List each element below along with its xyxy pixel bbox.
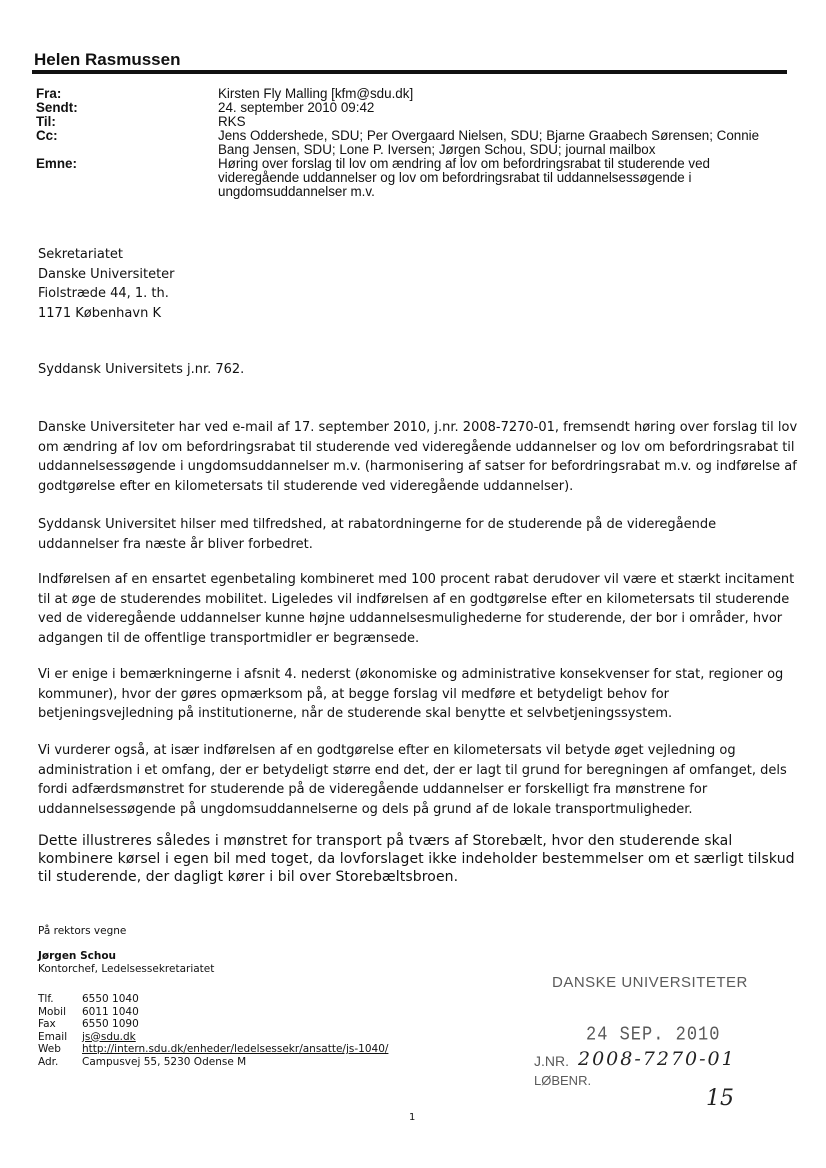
received-stamp <box>528 968 768 1118</box>
header-row-cc <box>36 129 796 157</box>
contact-row-address <box>38 1056 388 1069</box>
contact-value: 6550 1090 <box>82 1018 139 1030</box>
web-link[interactable]: http://intern.sdu.dk/enheder/ledelsessekr/ansatte/js-1040/ <box>82 1043 389 1055</box>
paragraph-4: Vi er enige i bemærkningerne i afsnit 4. nederst (økonomiske og administrative konsekvenser for stat, regioner og kommuner), hvor der gøres opmærksom på, at begge forslag vil medføre et betydeligt behov for betjeningsvejledning på institutionerne, når de studerende skal benytte et selvbetjeningssystem. <box>38 667 784 721</box>
sent-label: Sendt: <box>36 100 78 115</box>
stamp-jnr-label: J.NR. <box>534 1053 569 1069</box>
sent-value: 24. september 2010 09:42 <box>218 100 375 115</box>
contact-label: Web <box>38 1043 61 1055</box>
stamp-date: 24 SEP. 2010 <box>586 1024 721 1047</box>
contact-row-phone <box>38 993 388 1006</box>
paragraph-2: Syddansk Universitet hilser med tilfredshed, at rabatordningerne for de studerende på de videregående uddannelser fra næste år bliver forbedret. <box>38 517 717 552</box>
stamp-lobenr-label: LØBENR. <box>534 1073 592 1088</box>
recipient-address <box>38 245 438 323</box>
on-behalf-text: På rektors vegne <box>38 925 127 937</box>
contact-row-web <box>38 1043 388 1056</box>
contact-value: Campusvej 55, 5230 Odense M <box>82 1055 247 1068</box>
cc-value: Jens Oddershede, SDU; Per Overgaard Nielsen, SDU; Bjarne Graabech Sørensen; Connie Bang Jensen, SDU; Lone P. Iversen; Jørgen Schou, SDU; journal mailbox <box>218 128 760 157</box>
contact-row-email <box>38 1031 388 1044</box>
contact-label: Mobil <box>38 1005 66 1018</box>
stamp-lobenr-handwritten: 15 <box>706 1086 734 1111</box>
address-line-3: Fiolstræde 44, 1. th. <box>38 286 169 301</box>
cc-label: Cc: <box>36 128 58 143</box>
signer-title: Kontorchef, Ledelsessekretariatet <box>38 962 215 975</box>
reference-number: Syddansk Universitets j.nr. 762. <box>38 362 245 377</box>
contact-row-mobile <box>38 1006 388 1019</box>
paragraph-6: Dette illustreres således i mønstret for transport på tværs af Storebælt, hvor den studerende skal kombinere kørsel i egen bil med toget, da lovforslaget ikke indeholder bestemmelser om et særligt tilskud til studerende, der dagligt kører i bil over Storebæltsbroen. <box>38 833 795 885</box>
header-row-subject <box>36 157 796 199</box>
email-link[interactable]: js@sdu.dk <box>82 1030 136 1043</box>
from-value: Kirsten Fly Malling [kfm@sdu.dk] <box>218 86 414 101</box>
subject-label: Emne: <box>36 156 77 171</box>
email-header <box>36 87 796 199</box>
stamp-jnr-handwritten: 2008-7270-01 <box>578 1048 736 1070</box>
page-number: 1 <box>409 1112 416 1123</box>
contact-label: Fax <box>38 1018 56 1030</box>
header-row-to <box>36 115 796 129</box>
contact-details <box>38 993 388 1068</box>
to-label: Til: <box>36 114 56 129</box>
header-row-sent <box>36 101 796 115</box>
contact-value: 6011 1040 <box>82 1005 139 1018</box>
mailbox-owner-name: Helen Rasmussen <box>34 50 181 69</box>
address-line-1: Sekretariatet <box>38 247 124 262</box>
contact-value: 6550 1040 <box>82 993 139 1005</box>
contact-label: Email <box>38 1030 68 1043</box>
subject-value: Høring over forslag til lov om ændring af lov om befordringsrabat til studerende ved videregående uddannelser og lov om befordringsrabat til uddannelsessøgende i ungdomsuddannelser m.v. <box>218 156 710 199</box>
signer-name: Jørgen Schou <box>38 950 117 962</box>
signature-block <box>38 950 214 975</box>
paragraph-3: Indførelsen af en ensartet egenbetaling kombineret med 100 procent rabat derudover vil være et stærkt incitament til at øge de studerendes mobilitet. Ligeledes vil indførelsen af en godtgørelse efter en kilometersats til studerende ved de videregående uddannelser kunne højne uddannelsesmulighederne for studerende, der bor i områder, hvor adgangen til de offentlige transportmidler er begrænsede. <box>38 572 795 646</box>
contact-label: Adr. <box>38 1055 59 1068</box>
paragraph-5: Vi vurderer også, at især indførelsen af en godtgørelse efter en kilometersats vil betyde øget vejledning og administration i et omfang, der er betydeligt større end det, der er lagt til grund for beregningen af omfanget, dels fordi adfærdsmønstret for studerende på de videregående uddannelser er forskelligt fra mønstrene for uddannelsessøgende på ungdomsuddannelserne og dels på grund af de lokale transportmuligheder. <box>38 743 787 817</box>
header-rule <box>32 70 787 74</box>
contact-row-fax <box>38 1018 388 1031</box>
from-label: Fra: <box>36 86 62 101</box>
contact-label: Tlf. <box>38 993 54 1005</box>
stamp-title: DANSKE UNIVERSITETER <box>552 974 748 991</box>
paragraph-1: Danske Universiteter har ved e-mail af 17. september 2010, j.nr. 2008-7270-01, fremsendt høring over forslag til lov om ændring af lov om befordringsrabat til studerende ved videregående uddannelser og lov om befordringsrabat til uddannelsessøgende i ungdomsuddannelser m.v. (harmonisering af satser for befordringsrabat m.v. og indførelse af godtgørelse efter en kilometersats til studerende ved videregående uddannelser). <box>38 420 798 494</box>
header-row-from <box>36 87 796 101</box>
address-line-2: Danske Universiteter <box>38 266 175 282</box>
address-line-4: 1171 København K <box>38 305 161 321</box>
to-value: RKS <box>218 114 246 129</box>
